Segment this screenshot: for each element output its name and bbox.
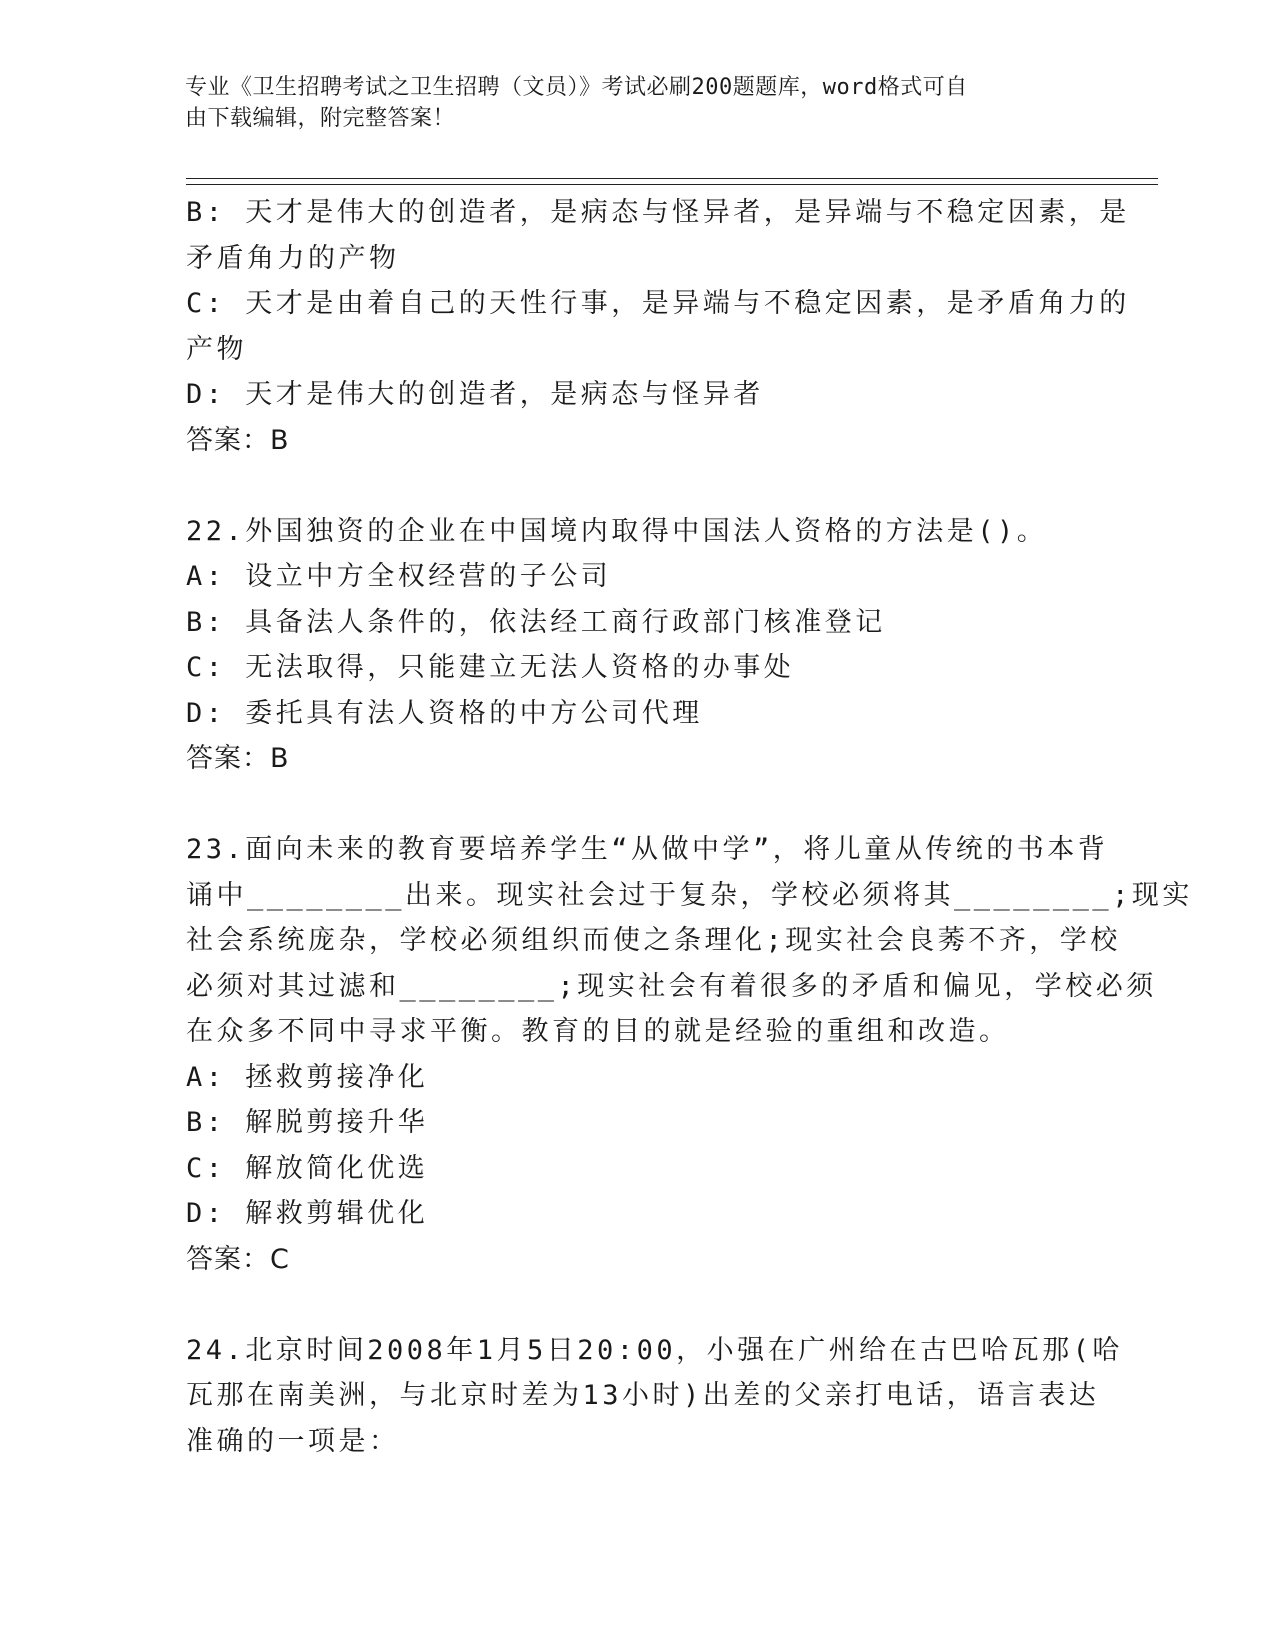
question-text-line-5: 在众多不同中寻求平衡。教育的目的就是经验的重组和改造。	[186, 1016, 1010, 1047]
question-text-line-4: 必须对其过滤和________;现实社会有着很多的矛盾和偏见，学校必须	[186, 970, 1157, 1002]
question-23-block	[186, 827, 1193, 1282]
option-b: B: 解脱剪接升华	[186, 1107, 429, 1138]
spacer	[186, 782, 1086, 828]
question-24-block	[186, 1328, 1123, 1465]
option-b-line-1: B: 天才是伟大的创造者，是病态与怪异者，是异端与不稳定因素，是	[186, 197, 1130, 228]
question-text: 22.外国独资的企业在中国境内取得中国法人资格的方法是()。	[186, 515, 1048, 547]
page-header	[185, 72, 1085, 134]
question-text-line-3: 准确的一项是：	[186, 1425, 400, 1457]
answer: 答案：B	[186, 743, 290, 774]
option-c: C: 解放简化优选	[186, 1152, 429, 1184]
option-c: C: 无法取得，只能建立无法人资格的办事处	[186, 652, 795, 683]
option-b: B: 具备法人条件的，依法经工商行政部门核准登记	[186, 606, 886, 638]
question-text-line-1: 24.北京时间2008年1月5日20:00，小强在广州给在古巴哈瓦那(哈	[186, 1334, 1123, 1366]
option-c-line-2: 产物	[186, 333, 247, 365]
question-22-block	[186, 509, 1086, 782]
spacer	[186, 463, 1086, 509]
answer: 答案：C	[186, 1243, 290, 1275]
header-line-2: 由下载编辑，附完整答案！	[185, 106, 456, 131]
header-divider	[186, 178, 1158, 185]
option-d: D: 解救剪辑优化	[186, 1198, 429, 1229]
question-text-line-3: 社会系统庞杂，学校必须组织而使之条理化;现实社会良莠不齐，学校	[186, 925, 1121, 956]
option-d: D: 天才是伟大的创造者，是病态与怪异者	[186, 379, 764, 410]
option-d: D: 委托具有法人资格的中方公司代理	[186, 697, 703, 729]
option-a: A: 设立中方全权经营的子公司	[186, 561, 612, 592]
answer: 答案：B	[186, 424, 290, 456]
option-b-line-2: 矛盾角力的产物	[186, 242, 400, 274]
document-body	[186, 190, 1193, 1464]
question-text-line-2: 诵中________出来。现实社会过于复杂，学校必须将其________;现实	[186, 879, 1193, 911]
option-a: A: 拯救剪接净化	[186, 1061, 429, 1093]
question-text-line-2: 瓦那在南美洲，与北京时差为13小时)出差的父亲打电话，语言表达	[186, 1380, 1100, 1411]
spacer	[186, 1282, 1086, 1328]
question-text-line-1: 23.面向未来的教育要培养学生“从做中学”，将儿童从传统的书本背	[186, 834, 1109, 865]
question-21-block	[186, 190, 1130, 463]
option-c-line-1: C: 天才是由着自己的天性行事，是异端与不稳定因素，是矛盾角力的	[186, 288, 1130, 319]
header-line-1: 专业《卫生招聘考试之卫生招聘（文员）》考试必刷200题题库，word格式可自	[185, 75, 968, 100]
